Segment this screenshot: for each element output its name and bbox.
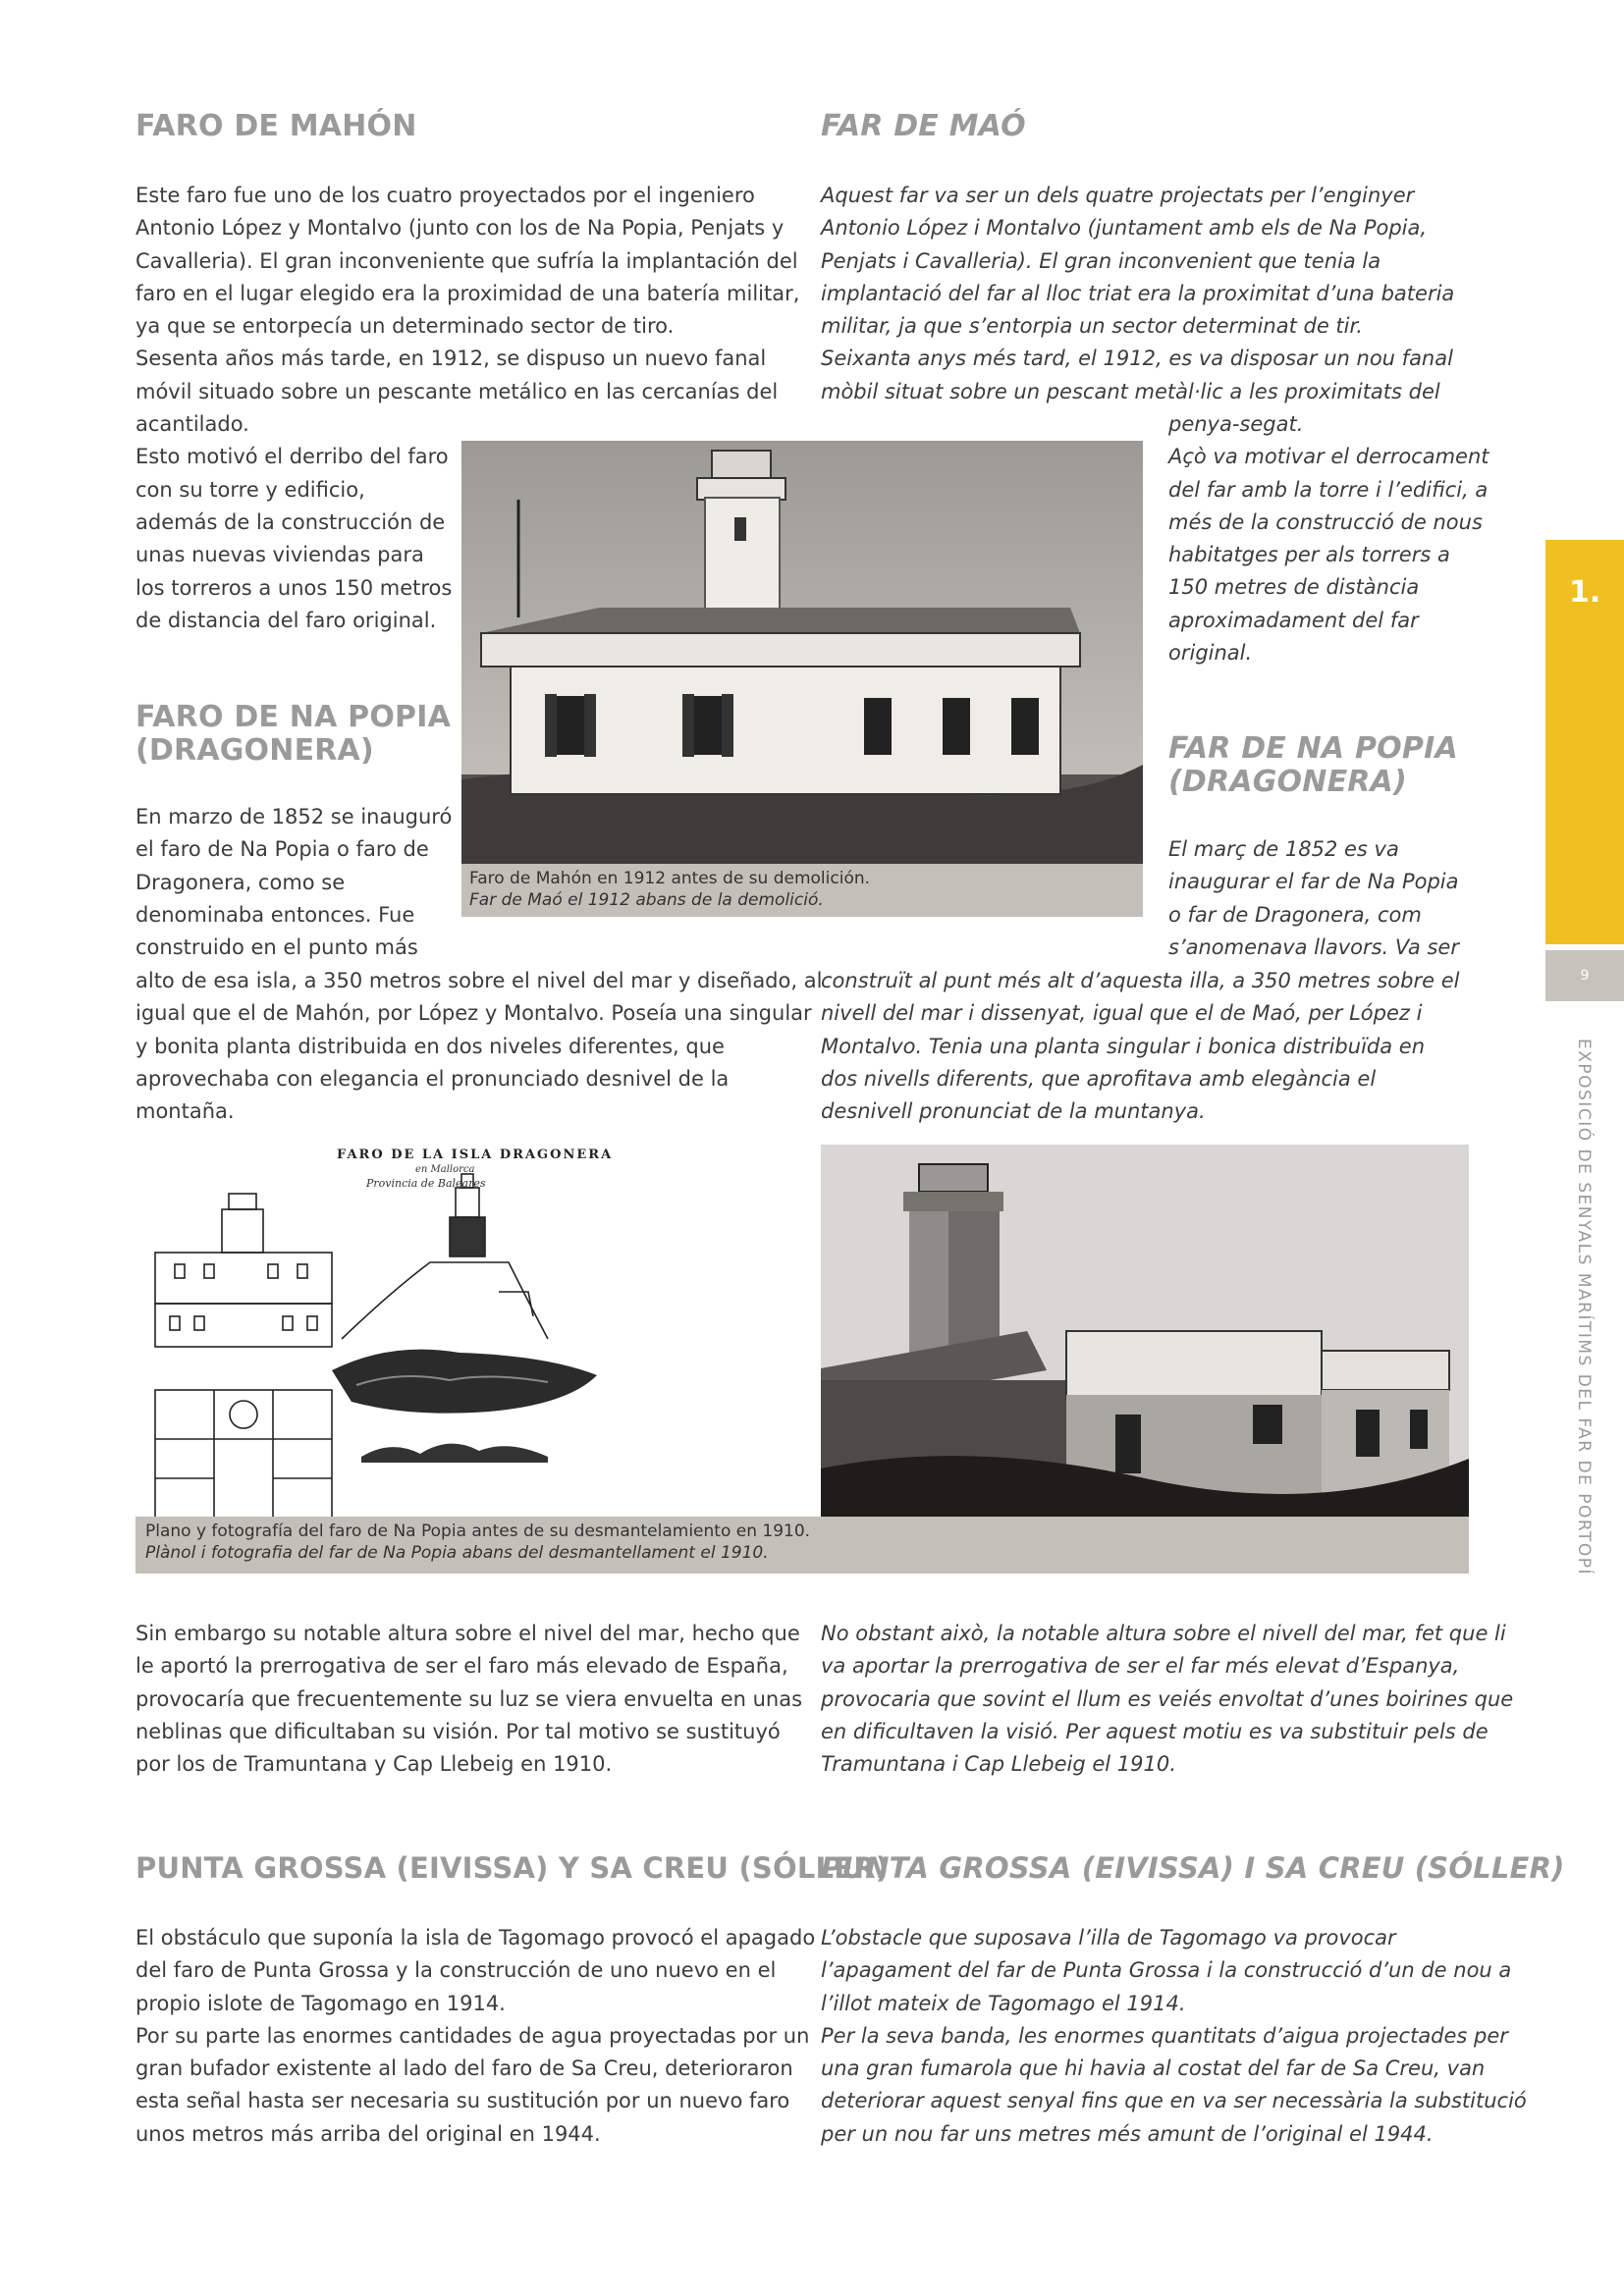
text-line: esta señal hasta ser necesaria su sustitución por un nuevo faro (135, 2089, 790, 2113)
text-line: El març de 1852 es va (1168, 837, 1399, 861)
text-line: s’anomenava llavors. Va ser (1168, 934, 1459, 959)
text-line: Cavalleria). El gran inconveniente que sufría la implantación del (135, 248, 798, 273)
text-line: militar, ja que s’entorpia un sector determinat de tir. (821, 314, 1363, 339)
text-line: construït al punt més alt d’aquesta illa, a 350 metres sobre el (821, 969, 1460, 992)
text-line: gran bufador existente al lado del faro de Sa Creu, deterioraron (135, 2056, 793, 2081)
body-far-mao (821, 180, 1508, 408)
text-line: 150 metres de distància (1168, 575, 1420, 600)
text-line: propio islote de Tagomago en 1914. (135, 1991, 506, 2015)
text-line: Tramuntana i Cap Llebeig el 1910. (821, 1752, 1176, 1777)
photo-faro-mahon (461, 441, 1143, 868)
plan-subtitle: Provincia de Baleares (366, 1177, 486, 1190)
text-line: habitatges per als torrers a (1168, 543, 1450, 567)
body-na-popia-narrow-ca (1168, 833, 1492, 964)
caption-mahon (461, 864, 1143, 917)
body-far-mao-narrow (1168, 408, 1492, 669)
heading-far-mao: FAR DE MAÓ (821, 109, 1026, 143)
text-line: Por su parte las enormes cantidades de agua proyectadas por un (135, 2023, 810, 2048)
text-line: penya-segat. (1168, 412, 1304, 436)
text-line: Açò va motivar el derrocament (1168, 445, 1489, 469)
caption-mahon-ca: Far de Maó el 1912 abans de la demolició. (469, 890, 824, 910)
text-line: del faro de Punta Grossa y la construcción de uno nuevo en el (135, 1958, 777, 1983)
text-line: Penjats i Cavalleria). El gran inconvenient que tenia la (821, 248, 1381, 273)
text-line: El obstáculo que suponía la isla de Tagomago provocó el apagado (135, 1926, 816, 1949)
text-line: de distancia del faro original. (135, 608, 437, 632)
text-line: Antonio López i Montalvo (juntament amb els de Na Popia, (821, 216, 1428, 240)
caption-mahon-es: Faro de Mahón en 1912 antes de su demolición. (469, 869, 871, 888)
text-line: En marzo de 1852 se inauguró (135, 805, 453, 828)
mahon-photo-illustration (461, 441, 1143, 868)
text-line: alto de esa isla, a 350 metros sobre el nivel del mar y diseñado, al (135, 969, 823, 992)
text-line: aproximadament del far (1168, 608, 1419, 632)
text-line: implantació del far al lloc triat era la proximitat d’una bateria (821, 281, 1455, 305)
body-na-popia-narrow (135, 801, 460, 964)
text-line: igual que el de Mahón, por López y Montalvo. Poseía una singular (135, 1001, 812, 1026)
text-line: ya que se entorpecía un determinado sector de tiro. (135, 314, 675, 339)
chapter-number: 1. (1569, 575, 1601, 610)
text-line: los torreros a unos 150 metros (135, 575, 453, 600)
text-line: L’obstacle que suposava l’illa de Tagomago va provocar (821, 1926, 1396, 1949)
heading-faro-na-popia (135, 701, 451, 768)
body-na-popia-after-ca (821, 1618, 1514, 1781)
body-na-popia-wide (135, 965, 823, 1128)
text-line: y bonita planta distribuida en dos niveles diferentes, que (135, 1034, 725, 1058)
text-line: neblinas que dificultaban su visión. Por tal motivo se sustituyó (135, 1719, 781, 1743)
text-line: con su torre y edificio, (135, 477, 365, 502)
heading-line: FARO DE NA POPIA (135, 700, 451, 734)
text-line: Este faro fue uno de los cuatro proyectados por el ingeniero (135, 184, 755, 207)
page-number: 9 (1580, 968, 1590, 984)
heading-punta-grossa: PUNTA GROSSA (EIVISSA) Y SA CREU (SÓLLER) (135, 1851, 890, 1885)
plan-faro-na-popia (135, 1145, 815, 1522)
text-line: acantilado. (135, 412, 249, 437)
caption-na-popia (135, 1517, 1469, 1574)
running-title: EXPOSICIÓ DE SENYALS MARÍTIMS DEL FAR DE PORTOPÍ (1574, 1039, 1594, 1575)
text-line: Montalvo. Tenia una planta singular i bonica distribuïda en (821, 1034, 1426, 1058)
text-line: aprovechaba con elegancia el pronunciado desnivel de la (135, 1066, 730, 1091)
text-line: provocaría que frecuentemente su luz se viera envuelta en unas (135, 1686, 803, 1711)
heading-line: (DRAGONERA) (1168, 765, 1407, 799)
heading-line: FAR DE NA POPIA (1168, 731, 1458, 766)
text-line: Seixanta anys més tard, el 1912, es va disposar un nou fanal (821, 347, 1453, 371)
text-line: inaugurar el far de Na Popia (1168, 870, 1459, 894)
text-line: per un nou far uns metres més amunt de l’original el 1944. (821, 2121, 1434, 2146)
text-line: además de la construcción de (135, 509, 446, 534)
text-line: unas nuevas viviendas para (135, 543, 424, 567)
page-number-box (1545, 950, 1624, 1001)
chapter-tab (1545, 540, 1624, 944)
photo-faro-na-popia (821, 1145, 1469, 1522)
text-line: No obstant això, la notable altura sobre el nivell del mar, fet que li (821, 1622, 1506, 1645)
body-na-popia-wide-ca (821, 965, 1508, 1128)
text-line: deteriorar aquest senyal fins que en va ser necessària la substitució (821, 2089, 1527, 2113)
text-line: montaña. (135, 1099, 235, 1124)
text-line: Esto motivó el derribo del faro (135, 445, 449, 469)
text-line: o far de Dragonera, com (1168, 902, 1422, 927)
heading-faro-mahon: FARO DE MAHÓN (135, 109, 417, 143)
plan-illustration (135, 1145, 815, 1522)
body-punta-grossa-ca (821, 1922, 1527, 2151)
plan-subtitle: en Mallorca (415, 1164, 475, 1175)
text-line: Aquest far va ser un dels quatre projectats per l’enginyer (821, 184, 1415, 207)
heading-line: (DRAGONERA) (135, 733, 374, 768)
text-line: construido en el punto más (135, 935, 418, 960)
caption-na-popia-es: Plano y fotografía del faro de Na Popia antes de su desmantelamiento en 1910. (145, 1522, 811, 1541)
text-line: por los de Tramuntana y Cap Llebeig en 1910. (135, 1752, 613, 1777)
text-line: va aportar la prerrogativa de ser el far més elevat d’Espanya, (821, 1654, 1460, 1679)
text-line: le aportó la prerrogativa de ser el faro más elevado de España, (135, 1654, 788, 1679)
plan-title: FARO DE LA ISLA DRAGONERA (337, 1148, 614, 1162)
body-punta-grossa (135, 1922, 823, 2151)
text-line: del far amb la torre i l’edifici, a (1168, 477, 1489, 502)
text-line: Dragonera, como se (135, 870, 346, 894)
text-line: unos metros más arriba del original en 1944. (135, 2121, 601, 2146)
text-line: móvil situado sobre un pescante metálico en las cercanías del (135, 379, 779, 403)
text-line: una gran fumarola que hi havia al costat del far de Sa Creu, van (821, 2056, 1486, 2081)
caption-na-popia-ca: Plànol i fotografia del far de Na Popia abans del desmantellament el 1910. (145, 1543, 769, 1563)
text-line: el faro de Na Popia o faro de (135, 837, 429, 862)
text-line: mòbil situat sobre un pescant metàl·lic a les proximitats del (821, 379, 1440, 403)
heading-punta-grossa-ca: PUNTA GROSSA (EIVISSA) I SA CREU (SÓLLER) (821, 1851, 1565, 1885)
text-line: denominaba entonces. Fue (135, 902, 415, 927)
text-line: provocaria que sovint el llum es veiés envoltat d’unes boirines que (821, 1686, 1514, 1711)
text-line: dos nivells diferents, que aprofitava amb elegància el (821, 1066, 1377, 1091)
text-line: l’illot mateix de Tagomago el 1914. (821, 1991, 1186, 2015)
heading-far-na-popia (1168, 732, 1458, 799)
text-line: Per la seva banda, les enormes quantitats d’aigua projectades per (821, 2023, 1508, 2048)
text-line: original. (1168, 641, 1253, 666)
text-line: faro en el lugar elegido era la proximidad de una batería militar, (135, 281, 800, 305)
body-na-popia-after (135, 1618, 823, 1781)
text-line: nivell del mar i dissenyat, igual que el de Maó, per López i (821, 1001, 1423, 1026)
text-line: desnivell pronunciat de la muntanya. (821, 1099, 1206, 1124)
text-line: Sin embargo su notable altura sobre el nivel del mar, hecho que (135, 1622, 800, 1645)
text-line: més de la construcció de nous (1168, 509, 1483, 534)
na-popia-photo-illustration (821, 1145, 1469, 1522)
text-line: Sesenta años más tarde, en 1912, se dispuso un nuevo fanal (135, 347, 767, 371)
text-line: Antonio López y Montalvo (junto con los de Na Popia, Penjats y (135, 216, 785, 240)
text-line: en dificultaven la visió. Per aquest motiu es va substituir pels de (821, 1719, 1489, 1743)
text-line: l’apagament del far de Punta Grossa i la construcció d’un de nou a (821, 1958, 1512, 1983)
